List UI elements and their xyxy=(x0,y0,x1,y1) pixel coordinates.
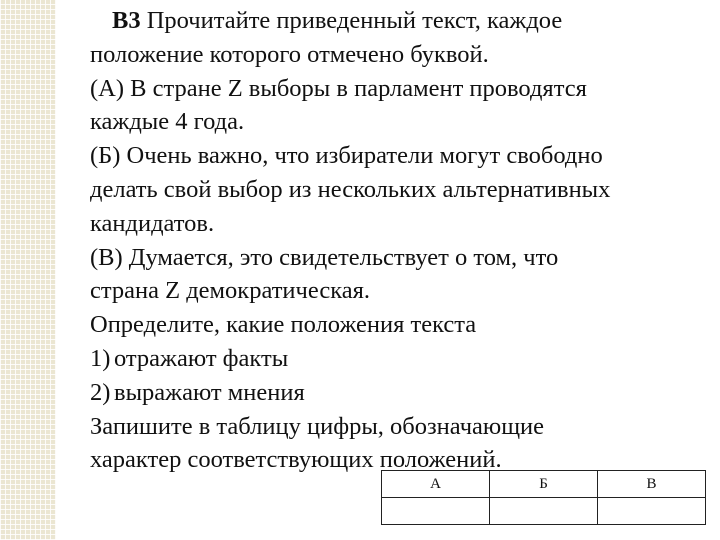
option-text: выражают мнения xyxy=(114,378,305,406)
task-line-2: положение которого отмечено буквой. xyxy=(90,40,489,68)
answer-cell-a[interactable] xyxy=(382,498,490,525)
closing-line-2: характер соответствующих положений. xyxy=(90,446,502,474)
option-facts xyxy=(90,342,715,376)
task-text xyxy=(90,4,715,477)
statement-a-line-1: (А) В стране Z выборы в парламент проводятся xyxy=(90,74,587,102)
answer-header-v: В xyxy=(598,471,706,498)
statement-b-line-3: кандидатов. xyxy=(90,209,215,237)
statement-v-line-1: (В) Думается, это свидетельствует о том, что xyxy=(90,243,559,271)
statement-b-line-2: делать свой выбор из нескольких альтернативных xyxy=(90,175,611,203)
statement-b-line-1: (Б) Очень важно, что избиратели могут свободно xyxy=(90,142,603,170)
task-id: B3 xyxy=(112,7,141,34)
option-opinions xyxy=(90,376,715,410)
option-number: 2) xyxy=(90,378,111,406)
closing-line-1: Запишите в таблицу цифры, обозначающие xyxy=(90,412,545,440)
answer-header-a: А xyxy=(382,471,490,498)
answer-cell-b[interactable] xyxy=(490,498,598,525)
answer-header-b: Б xyxy=(490,471,598,498)
task-line-1 xyxy=(90,4,715,38)
task-line-text: Прочитайте приведенный текст, каждое xyxy=(146,7,563,34)
option-number: 1) xyxy=(90,344,111,372)
answer-table-header-row xyxy=(382,471,706,498)
instruction-line: Определите, какие положения текста xyxy=(90,311,477,339)
decorative-side-stripe xyxy=(0,0,56,540)
answer-table-value-row xyxy=(382,498,706,525)
option-text: отражают факты xyxy=(114,344,289,372)
statement-a-line-2: каждые 4 года. xyxy=(90,108,245,136)
answer-table xyxy=(381,470,706,525)
statement-v-line-2: страна Z демократическая. xyxy=(90,277,370,305)
answer-cell-v[interactable] xyxy=(598,498,706,525)
